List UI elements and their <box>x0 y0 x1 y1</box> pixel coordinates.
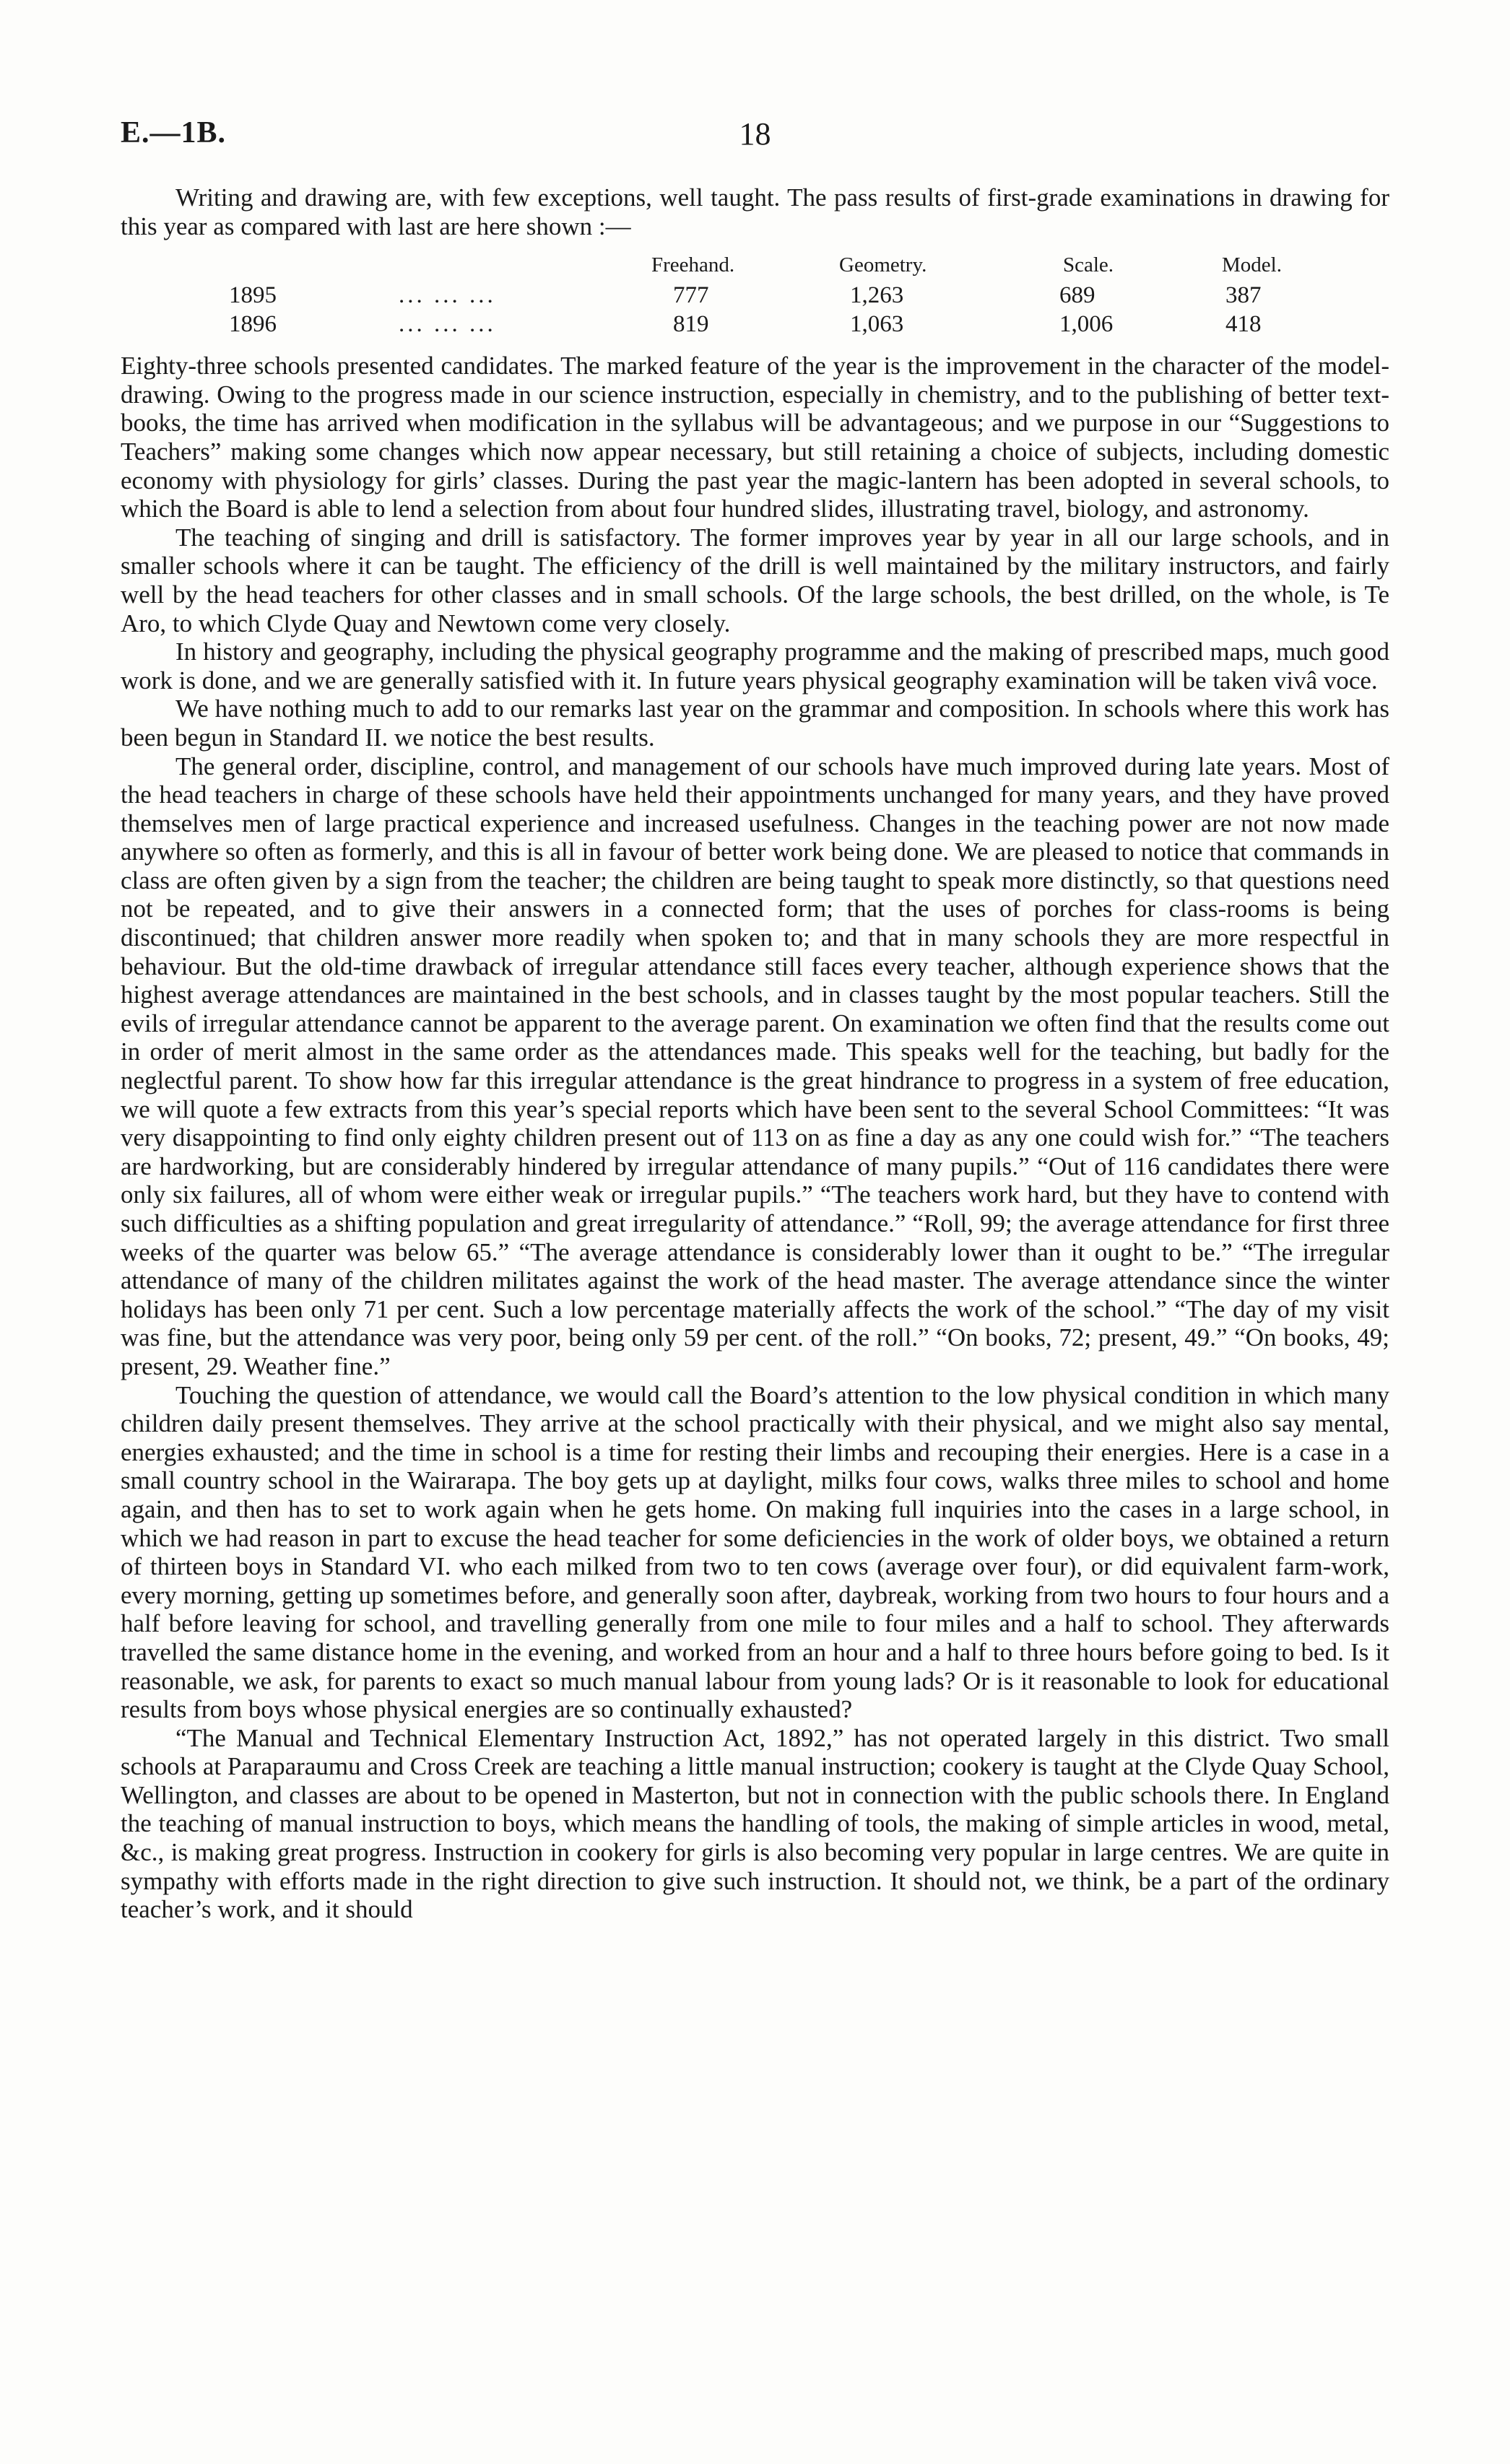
drawing-results-table <box>121 253 1389 340</box>
paragraph-grammar: We have nothing much to add to our remarks last year on the grammar and composition. In schools where this work has been begun in Standard II. we notice the best results. <box>121 695 1389 752</box>
column-header-scale: Scale. <box>1063 253 1114 277</box>
table-row <box>121 282 1389 311</box>
table-header-row <box>121 253 1389 282</box>
cell-geometry: 1,263 <box>850 282 904 309</box>
cell-scale: 689 <box>1059 282 1095 309</box>
paragraph-manual-instruction: “The Manual and Technical Elementary Instruction Act, 1892,” has not operated largely in this district. Two small schools at Paraparaumu and Cross Creek are teaching a little manual instruction; cookery is taught at the Clyde Quay School, Wellington, and classes are about to be opened in Masterton, but not in connection with the public schools there. In England the teaching of manual instruction to boys, which means the handling of tools, the making of simple articles in wood, metal, &c., is making great progress. Instruction in cookery for girls is also becoming very popular in large centres. We are quite in sympathy with efforts made in the right direction to give such instruction. It should not, we think, be a part of the ordinary teacher’s work, and it should <box>121 1723 1389 1924</box>
column-header-geometry: Geometry. <box>839 253 927 277</box>
page-header <box>121 116 1389 159</box>
row-year: 1895 <box>229 282 277 309</box>
paragraph-history-geography: In history and geography, including the physical geography programme and the making of prescribed maps, much good work is done, and we are generally satisfied with it. In future years physical geography examination will be taken vivâ voce. <box>121 637 1389 695</box>
intro-paragraph: Writing and drawing are, with few exceptions, well taught. The pass results of first-grade examinations in drawing for this year as compared with last are here shown :— <box>121 183 1389 240</box>
table-row <box>121 311 1389 340</box>
paragraph-physical-condition: Touching the question of attendance, we would call the Board’s attention to the low physical condition in which many children daily present themselves. They arrive at the school practically with their physical, and we might also say mental, energies exhausted; and the time in school is a time for resting their limbs and recouping their energies. Here is a case in a small country school in the Wairarapa. The boy gets up at daylight, milks four cows, walks three miles to school and home again, and then has to set to work again when he gets home. On making full inquiries into the cases in a large school, in which we had reason in part to excuse the head teacher for some deficiencies in the work of older boys, we obtained a return of thirteen boys in Standard VI. who each milked from two to ten cows (average over four), or did equivalent farm-work, every morning, getting up sometimes before, and generally soon after, daybreak, working from two hours to four hours and a half before leaving for school, and travelling generally from one mile to four miles and a half to school. They afterwards travelled the same distance home in the evening, and worked from an hour and a half to three hours before going to bed. Is it reasonable, we ask, for parents to exact so much manual labour from young lads? Or is it reasonable to look for educational results from boys whose physical energies are so continually exhausted? <box>121 1380 1389 1724</box>
column-header-freehand: Freehand. <box>651 253 735 277</box>
paragraph-singing-drill: The teaching of singing and drill is satisfactory. The former improves year by year in all our large schools, and in smaller schools where it can be taught. The efficiency of the drill is well maintained by the military instructors, and fairly well by the head teachers for other classes and in small schools. Of the large schools, the best drilled, on the whole, is Te Aro, to which Clyde Quay and Newtown come very closely. <box>121 523 1389 637</box>
cell-geometry: 1,063 <box>850 311 904 338</box>
column-header-model: Model. <box>1222 253 1282 277</box>
document-reference: E.—1B. <box>121 116 227 149</box>
leader-dots: ... ... ... <box>399 311 496 338</box>
page-number: 18 <box>739 116 771 152</box>
paragraph-model-drawing: Eighty-three schools presented candidates. The marked feature of the year is the improvement in the character of the model-drawing. Owing to the progress made in our science instruction, especially in chemistry, and to the publishing of better text-books, the time has arrived when modification in the syllabus will be advantageous; and we purpose in our “Suggestions to Teachers” making some changes which now appear necessary, but still retaining a choice of subjects, including domestic economy with physiology for girls’ classes. During the past year the magic-lantern has been adopted in several schools, to which the Board is able to lend a selection from about four hundred slides, illustrating travel, biology, and astronomy. <box>121 352 1389 523</box>
paragraph-discipline-attendance: The general order, discipline, control, and management of our schools have much improved during late years. Most of the head teachers in charge of these schools have held their appointments unchanged for many years, and they have proved themselves men of large practical experience and increased usefulness. Changes in the teaching power are not now made anywhere so often as formerly, and this is all in favour of better work being done. We are pleased to notice that commands in class are often given by a sign from the teacher; the children are being taught to speak more distinctly, so that questions need not be repeated, and to give their answers in a connected form; that the uses of porches for class-rooms is being discontinued; that children answer more readily when spoken to; and that in many schools they are more respectful in behaviour. But the old-time drawback of irregular attendance still faces every teacher, although experience shows that the highest average attendances are maintained in the best schools, and in classes taught by the most popular teachers. Still the evils of irregular attendance cannot be apparent to the average parent. On examination we often find that the results come out in order of merit almost in the same order as the attendances made. This speaks well for the teaching, but badly for the neglectful parent. To show how far this irregular attendance is the great hindrance to progress in a system of free education, we will quote a few extracts from this year’s special reports which have been sent to the several School Committees: “It was very disappointing to find only eighty children present out of 113 on as fine a day as any one could wish for.” “The teachers are hardworking, but are considerably hindered by irregular attendance of many pupils.” “Out of 116 candidates there were only six failures, all of whom were either weak or irregular pupils.” “The teachers work hard, but they have to contend with such difficulties as a shifting population and great irregularity of attendance.” “Roll, 99; the average attendance for first three weeks of the quarter was below 65.” “The average attendance is considerably lower than it ought to be.” “The irregular attendance of many of the children militates against the work of the head master. The average attendance since the winter holidays has been only 71 per cent. Such a low percentage materially affects the work of the school.” “The day of my visit was fine, but the attendance was very poor, being only 59 per cent. of the roll.” “On books, 72; present, 49.” “On books, 49; present, 29. Weather fine.” <box>121 752 1389 1380</box>
cell-freehand: 819 <box>673 311 709 338</box>
leader-dots: ... ... ... <box>399 282 496 309</box>
cell-model: 418 <box>1225 311 1262 338</box>
page-body <box>121 183 1389 1924</box>
cell-freehand: 777 <box>673 282 709 309</box>
row-year: 1896 <box>229 311 277 338</box>
cell-scale: 1,006 <box>1059 311 1114 338</box>
cell-model: 387 <box>1225 282 1262 309</box>
